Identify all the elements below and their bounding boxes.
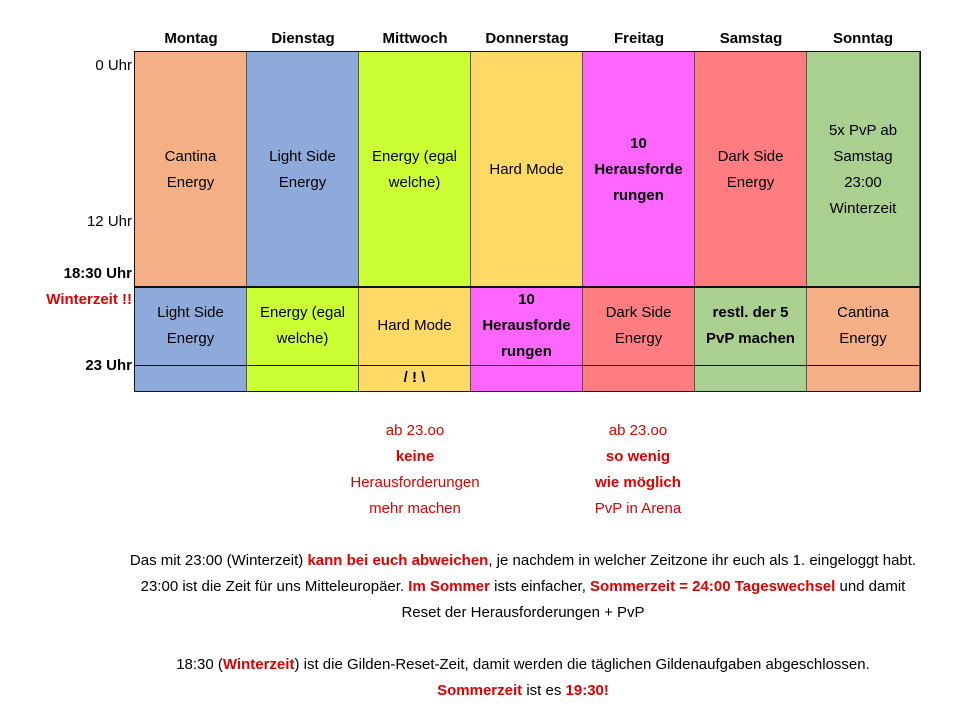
day-header-sonntag: Sonntag xyxy=(833,30,893,47)
cell-sonntag-day xyxy=(807,52,920,287)
grid-border-top xyxy=(134,51,921,52)
cell-text: Hard Mode xyxy=(377,317,452,334)
cell-donnerstag-late xyxy=(471,365,583,391)
para-text: ists einfacher, xyxy=(489,578,591,595)
time-label-12: 12 Uhr xyxy=(86,213,132,230)
grid-border-right xyxy=(920,51,921,392)
cell-donnerstag-evening xyxy=(471,287,583,365)
note-line: PvP in Arena xyxy=(594,500,682,517)
cell-text: Hard Mode xyxy=(489,160,564,178)
day-header-montag: Montag xyxy=(164,30,218,47)
para-highlight: 19:30! xyxy=(565,682,609,699)
day-header-freitag: Freitag xyxy=(613,30,664,47)
cell-samstag-late xyxy=(695,365,807,391)
cell-text: 5x PvP ab Samstag 23:00 Winterzeit xyxy=(828,121,898,217)
para-text: und damit Reset der Herausforderungen + PvP xyxy=(401,578,906,621)
para-text: , je nachdem in welcher Zeitzone ihr euch als 1. eingeloggt habt. 23:00 ist die Zeit für uns Mitteleuropäer. xyxy=(140,552,917,595)
para-highlight: Winterzeit xyxy=(222,656,295,673)
cell-text: Cantina Energy xyxy=(164,147,217,191)
cell-text: Dark Side Energy xyxy=(717,147,784,191)
grid-line-1830 xyxy=(134,286,921,288)
para-text: ) ist die Gilden-Reset-Zeit, damit werden die täglichen Gildenaufgaben abgeschlossen. xyxy=(294,656,870,673)
cell-sonntag-evening xyxy=(807,287,920,365)
cell-freitag-evening xyxy=(583,287,695,365)
cell-dienstag-evening xyxy=(247,287,359,365)
note-line: keine xyxy=(395,448,435,465)
cell-mittwoch-evening xyxy=(359,287,471,365)
cell-samstag-evening xyxy=(695,287,807,365)
cell-donnerstag-day xyxy=(471,52,583,287)
cell-text: Energy (egal welche) xyxy=(371,147,458,191)
cell-mittwoch-late xyxy=(359,365,471,391)
cell-freitag-day xyxy=(583,52,695,287)
cell-text: Cantina Energy xyxy=(837,304,889,347)
note-line: ab 23.oo xyxy=(385,422,445,439)
note-line: wie möglich xyxy=(595,474,681,491)
time-label-winterzeit: Winterzeit !! xyxy=(46,291,132,308)
cell-montag-evening xyxy=(135,287,247,365)
time-label-1830: 18:30 Uhr xyxy=(63,265,132,282)
para-text: ist es xyxy=(522,682,566,699)
grid-border-bottom xyxy=(134,391,921,392)
para-highlight: Sommerzeit xyxy=(437,682,523,699)
grid-border-left xyxy=(134,51,135,392)
note-line: so wenig xyxy=(605,448,671,465)
day-header-donnerstag: Donnerstag xyxy=(485,30,569,47)
warning-marker: / ! \ xyxy=(403,369,426,386)
grid-line-23 xyxy=(134,365,921,366)
note-line: mehr machen xyxy=(369,500,461,517)
day-header-samstag: Samstag xyxy=(719,30,783,47)
cell-mittwoch-day xyxy=(359,52,471,287)
cell-sonntag-late xyxy=(807,365,920,391)
cell-samstag-day xyxy=(695,52,807,287)
cell-freitag-late xyxy=(583,365,695,391)
cell-dienstag-late xyxy=(247,365,359,391)
cell-text: Light Side Energy xyxy=(157,304,224,347)
cell-text: Light Side Energy xyxy=(269,147,336,191)
cell-text: restl. der 5 PvP machen xyxy=(706,304,795,347)
cell-montag-late xyxy=(135,365,247,391)
explanation-paragraph-2 xyxy=(170,652,876,704)
cell-text: Energy (egal welche) xyxy=(259,304,346,347)
cell-text: 10 Herausforde rungen xyxy=(482,291,571,360)
cell-montag-day xyxy=(135,52,247,287)
note-freitag xyxy=(548,418,728,522)
day-header-dienstag: Dienstag xyxy=(271,30,335,47)
note-mittwoch xyxy=(325,418,505,522)
para-highlight: kann bei euch abweichen xyxy=(307,552,489,569)
para-text: 18:30 ( xyxy=(176,656,223,673)
cell-text: 10 Herausforde rungen xyxy=(594,134,683,204)
day-header-mittwoch: Mittwoch xyxy=(382,30,448,47)
cell-dienstag-day xyxy=(247,52,359,287)
note-line: ab 23.oo xyxy=(608,422,668,439)
cell-text: Dark Side Energy xyxy=(605,304,672,347)
para-text: Das mit 23:00 (Winterzeit) xyxy=(129,552,308,569)
note-line: Herausforderungen xyxy=(350,474,480,491)
para-highlight: Im Sommer xyxy=(408,578,490,595)
time-label-0: 0 Uhr xyxy=(95,57,132,74)
para-highlight: Sommerzeit = 24:00 Tageswechsel xyxy=(590,578,836,595)
explanation-paragraph-1 xyxy=(128,548,918,626)
time-label-23: 23 Uhr xyxy=(85,357,132,374)
